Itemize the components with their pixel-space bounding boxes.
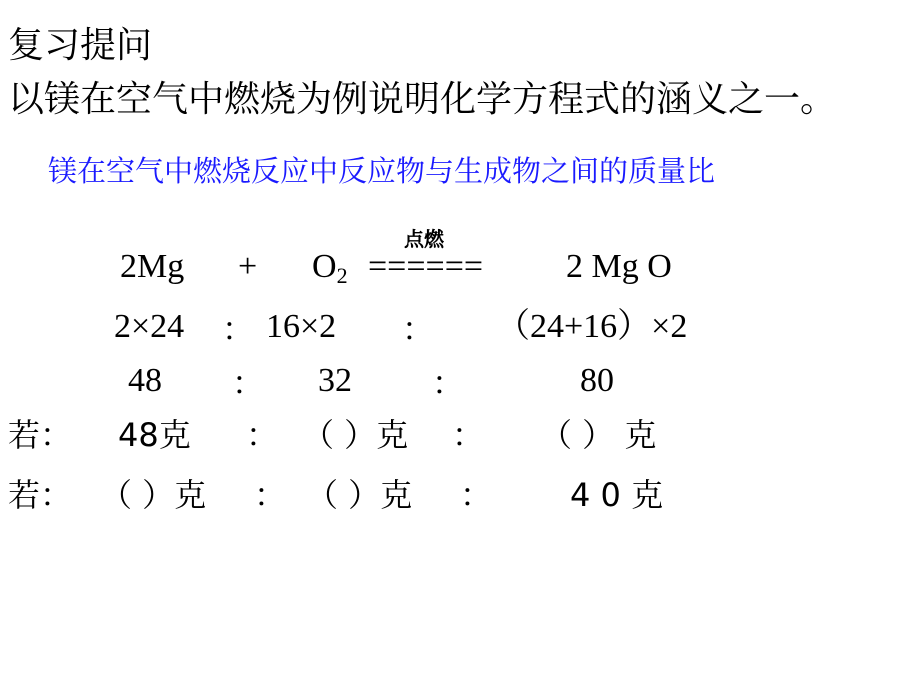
case1-mgo: （ ） 克: [540, 416, 657, 454]
formula-mgo: （24+16）×2: [496, 308, 688, 345]
formula-o2: 16×2: [266, 308, 337, 345]
case1-mg: 48克: [118, 416, 191, 454]
case1-prefix: 若：: [8, 416, 73, 454]
case2-sep2: ：: [460, 476, 493, 514]
mass-mg: 48: [128, 362, 162, 399]
product-mgo: 2 Mg O: [566, 248, 672, 285]
formula-mg: 2×24: [114, 308, 185, 345]
case1-o2: （ ）克: [302, 416, 409, 454]
case2-mgo: 4 0 克: [570, 476, 664, 514]
o2-subscript: 2: [336, 263, 348, 288]
mass-mgo: 80: [580, 362, 614, 399]
case1-sep1: ：: [246, 416, 279, 454]
subtitle: 镁在空气中燃烧反应中反应物与生成物之间的质量比: [48, 154, 716, 188]
reactant-mg: 2Mg: [120, 248, 185, 285]
question-text: 以镁在空气中燃烧为例说明化学方程式的涵义之一。: [8, 79, 837, 120]
o2-base: O: [312, 248, 337, 285]
formula-sep2: ：: [402, 310, 435, 348]
mass-sep1: ：: [232, 364, 265, 402]
case2-mg: （ ）克: [100, 476, 207, 514]
case2-prefix: 若：: [8, 476, 73, 514]
reaction-arrow: ======: [368, 248, 484, 285]
plus-sign: +: [238, 248, 258, 285]
case2-sep1: ：: [254, 476, 287, 514]
case1-sep2: ：: [452, 416, 485, 454]
case2-o2: （ ）克: [306, 476, 413, 514]
slide-title: 复习提问: [8, 25, 153, 66]
reaction-condition: 点燃: [404, 227, 444, 251]
mass-sep2: ：: [432, 364, 465, 402]
reactant-o2: [312, 248, 348, 295]
mass-o2: 32: [318, 362, 352, 399]
formula-sep1: ：: [222, 310, 255, 348]
